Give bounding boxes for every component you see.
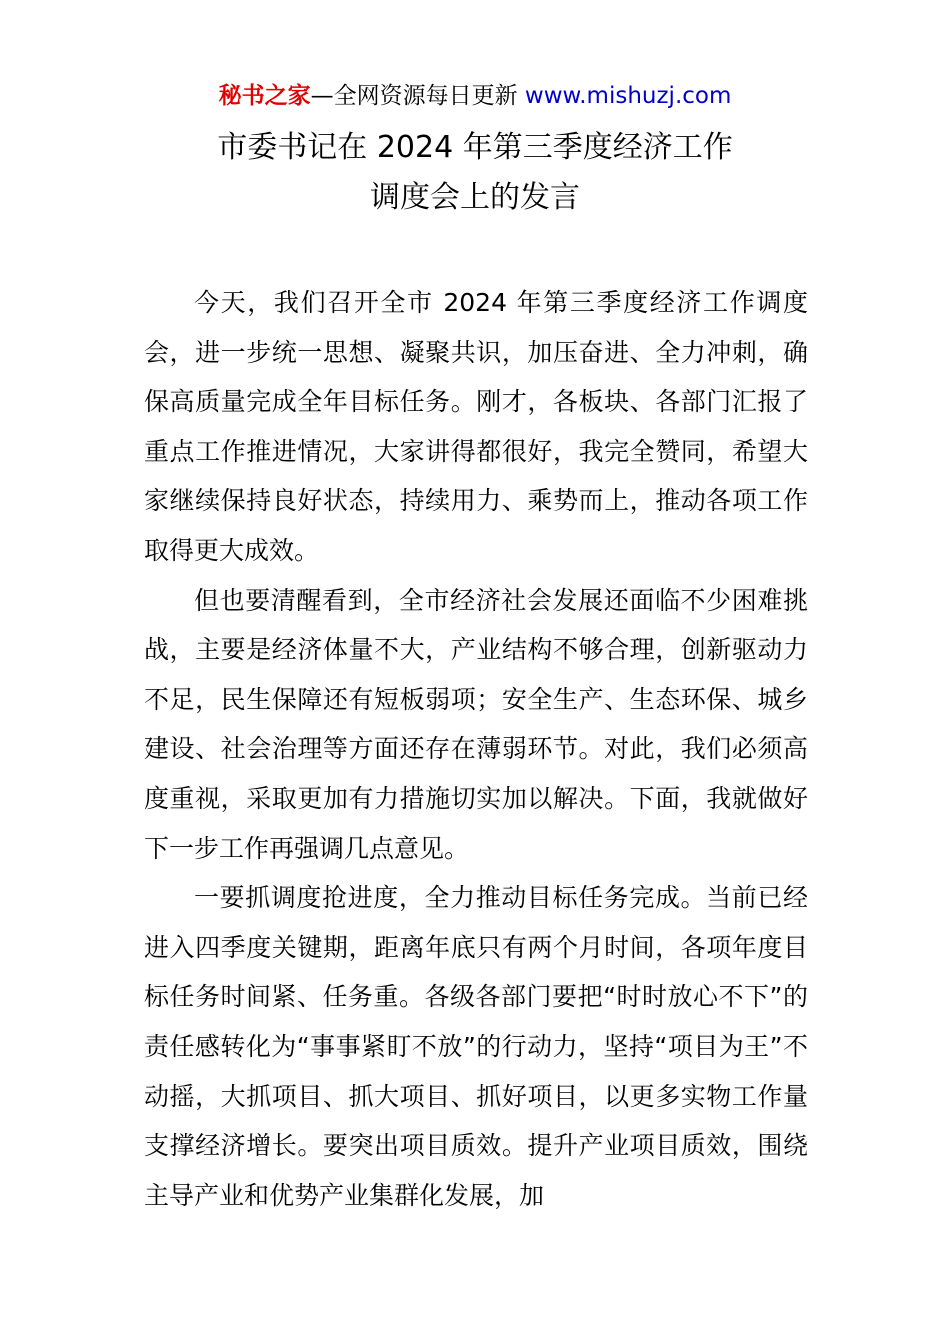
paragraph-3: 一要抓调度抢进度，全力推动目标任务完成。当前已经进入四季度关键期，距离年底只有两个月时间，各项年度目标任务时间紧、任务重。各级各部门要把“时时放心不下”的责任感转化为“事事紧盯不放”的行动力，坚持“项目为王”不动摇，大抓项目、抓大项目、抓好项目，以更多实物工作量支撑经济增长。要突出项目质效。提升产业项目质效，围绕主导产业和优势产业集群化发展，加 bbox=[144, 883, 808, 1210]
document-title-line-2: 调度会上的发言 bbox=[370, 180, 580, 215]
site-tagline: —全网资源每日更新 bbox=[310, 83, 525, 109]
document-title-line-1: 市委书记在 2024 年第三季度经济工作 bbox=[217, 130, 733, 165]
site-header bbox=[0, 80, 950, 112]
site-brand: 秘书之家 bbox=[218, 83, 311, 109]
paragraph-1: 今天，我们召开全市 2024 年第三季度经济工作调度会，进一步统一思想、凝聚共识，加压奋进、全力冲刺，确保高质量完成全年目标任务。刚才，各板块、各部门汇报了重点工作推进情况，大家讲得都很好，我完全赞同，希望大家继续保持良好状态，持续用力、乘势而上，推动各项工作取得更大成效。 bbox=[144, 288, 808, 565]
site-url-link[interactable]: www.mishuzj.com bbox=[524, 83, 732, 109]
document-body bbox=[144, 278, 808, 1220]
paragraph-2: 但也要清醒看到，全市经济社会发展还面临不少困难挑战，主要是经济体量不大，产业结构不够合理，创新驱动力不足，民生保障还有短板弱项；安全生产、生态环保、城乡建设、社会治理等方面还存在薄弱环节。对此，我们必须高度重视，采取更加有力措施切实加以解决。下面，我就做好下一步工作再强调几点意见。 bbox=[144, 585, 808, 863]
